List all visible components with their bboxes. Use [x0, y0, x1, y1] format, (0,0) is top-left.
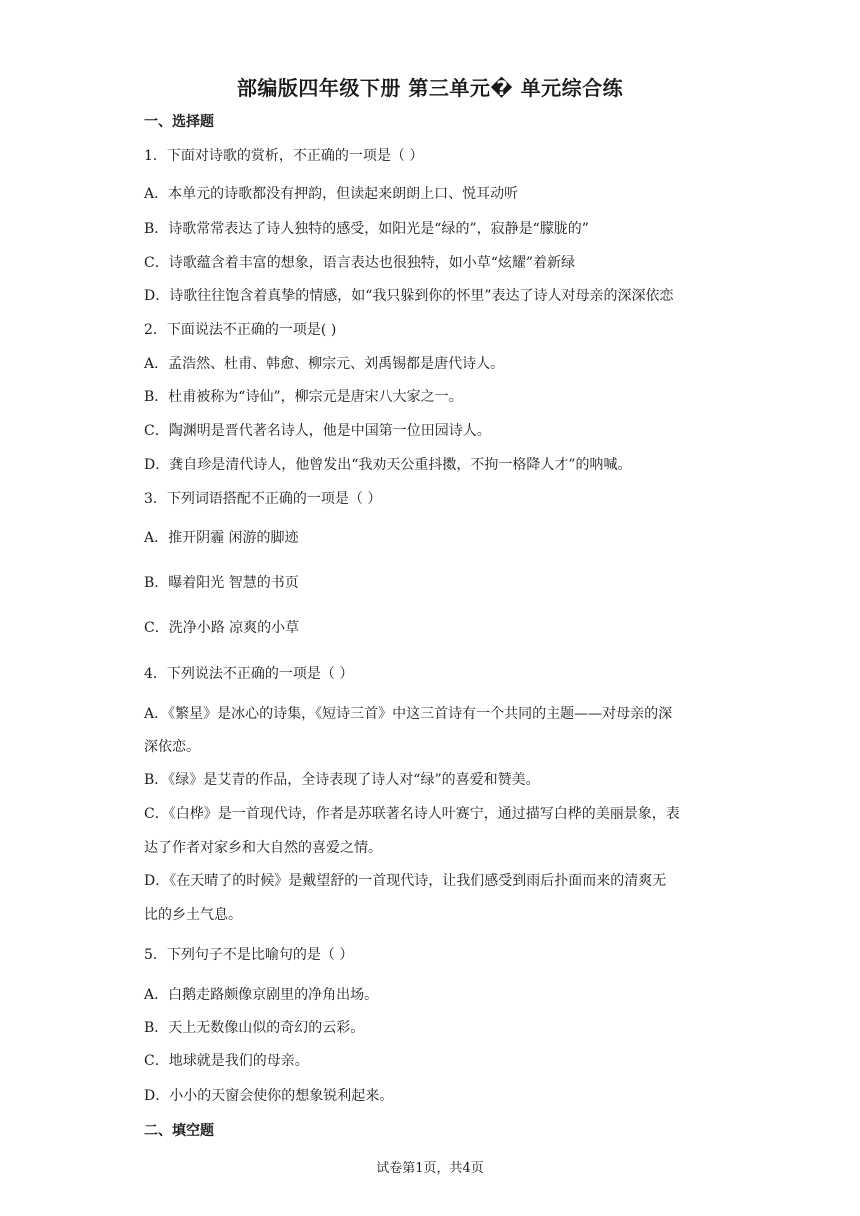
question-3-option-a: A．推开阴霾 闲游的脚迹 [144, 530, 299, 546]
question-4-option-d-line-1: D．《在天晴了的时候》是戴望舒的一首现代诗，让我们感受到雨后扑面而来的清爽无 [144, 873, 667, 889]
question-4-option-b: B．《绿》是艾青的作品，全诗表现了诗人对“绿”的喜爱和赞美。 [144, 772, 540, 788]
question-1-stem: 1．下面对诗歌的赏析，不正确的一项是（ ） [144, 148, 424, 164]
question-2-option-b: B．杜甫被称为“诗仙”，柳宗元是唐宋八大家之一。 [144, 389, 463, 405]
question-4-option-c-line-2: 达了作者对家乡和大自然的喜爱之情。 [144, 840, 382, 856]
question-1-option-c: C．诗歌蕴含着丰富的想象，语言表达也很独特，如小草“炫耀”着新绿 [144, 255, 576, 271]
question-1-option-a: A．本单元的诗歌都没有押韵，但读起来朗朗上口、悦耳动听 [144, 186, 519, 202]
question-2-stem: 2．下面说法不正确的一项是( ) [144, 322, 337, 338]
question-4-option-d-line-2: 比的乡土气息。 [144, 907, 242, 923]
question-5-option-b: B．天上无数像山似的奇幻的云彩。 [144, 1020, 365, 1036]
question-2-option-c: C．陶渊明是晋代著名诗人，他是中国第一位田园诗人。 [144, 423, 491, 439]
question-3-stem: 3．下列词语搭配不正确的一项是（ ） [144, 491, 382, 507]
question-1-option-b: B．诗歌常常表达了诗人独特的感受，如阳光是“绿的”，寂静是“朦胧的” [144, 221, 589, 237]
question-4-stem: 4．下列说法不正确的一项是（ ） [144, 666, 354, 682]
question-5-stem: 5．下列句子不是比喻句的是（ ） [144, 947, 354, 963]
question-5-option-d: D．小小的天窗会使你的想象锐利起来。 [144, 1088, 394, 1104]
question-2-option-a: A．孟浩然、杜甫、韩愈、柳宗元、刘禹锡都是唐代诗人。 [144, 356, 505, 372]
question-4-option-a-line-1: A．《繁星》是冰心的诗集，《短诗三首》中这三首诗有一个共同的主题——对母亲的深 [144, 706, 673, 722]
section-heading-choice: 一、选择题 [144, 114, 214, 130]
page-footer: 试卷第1页，共4页 [376, 1161, 484, 1176]
page-title: 部编版四年级下册 第三单元� 单元综合练 [236, 76, 624, 100]
question-1-option-d: D．诗歌往往饱含着真挚的情感，如“我只躲到你的怀里”表达了诗人对母亲的深深依恋 [144, 288, 674, 304]
question-3-option-b: B．曝着阳光 智慧的书页 [144, 575, 299, 591]
question-4-option-c-line-1: C．《白桦》是一首现代诗，作者是苏联著名诗人叶赛宁，通过描写白桦的美丽景象，表 [144, 806, 680, 822]
question-2-option-d: D．龚自珍是清代诗人，他曾发出“我劝天公重抖擞，不拘一格降人才”的呐喊。 [144, 457, 632, 473]
question-4-option-a-line-2: 深依恋。 [144, 739, 200, 755]
question-3-option-c: C．洗净小路 凉爽的小草 [144, 620, 300, 636]
question-5-option-a: A．白鹅走路颇像京剧里的净角出场。 [144, 987, 379, 1003]
question-5-option-c: C．地球就是我们的母亲。 [144, 1053, 309, 1069]
section-heading-fill: 二、填空题 [144, 1123, 214, 1139]
